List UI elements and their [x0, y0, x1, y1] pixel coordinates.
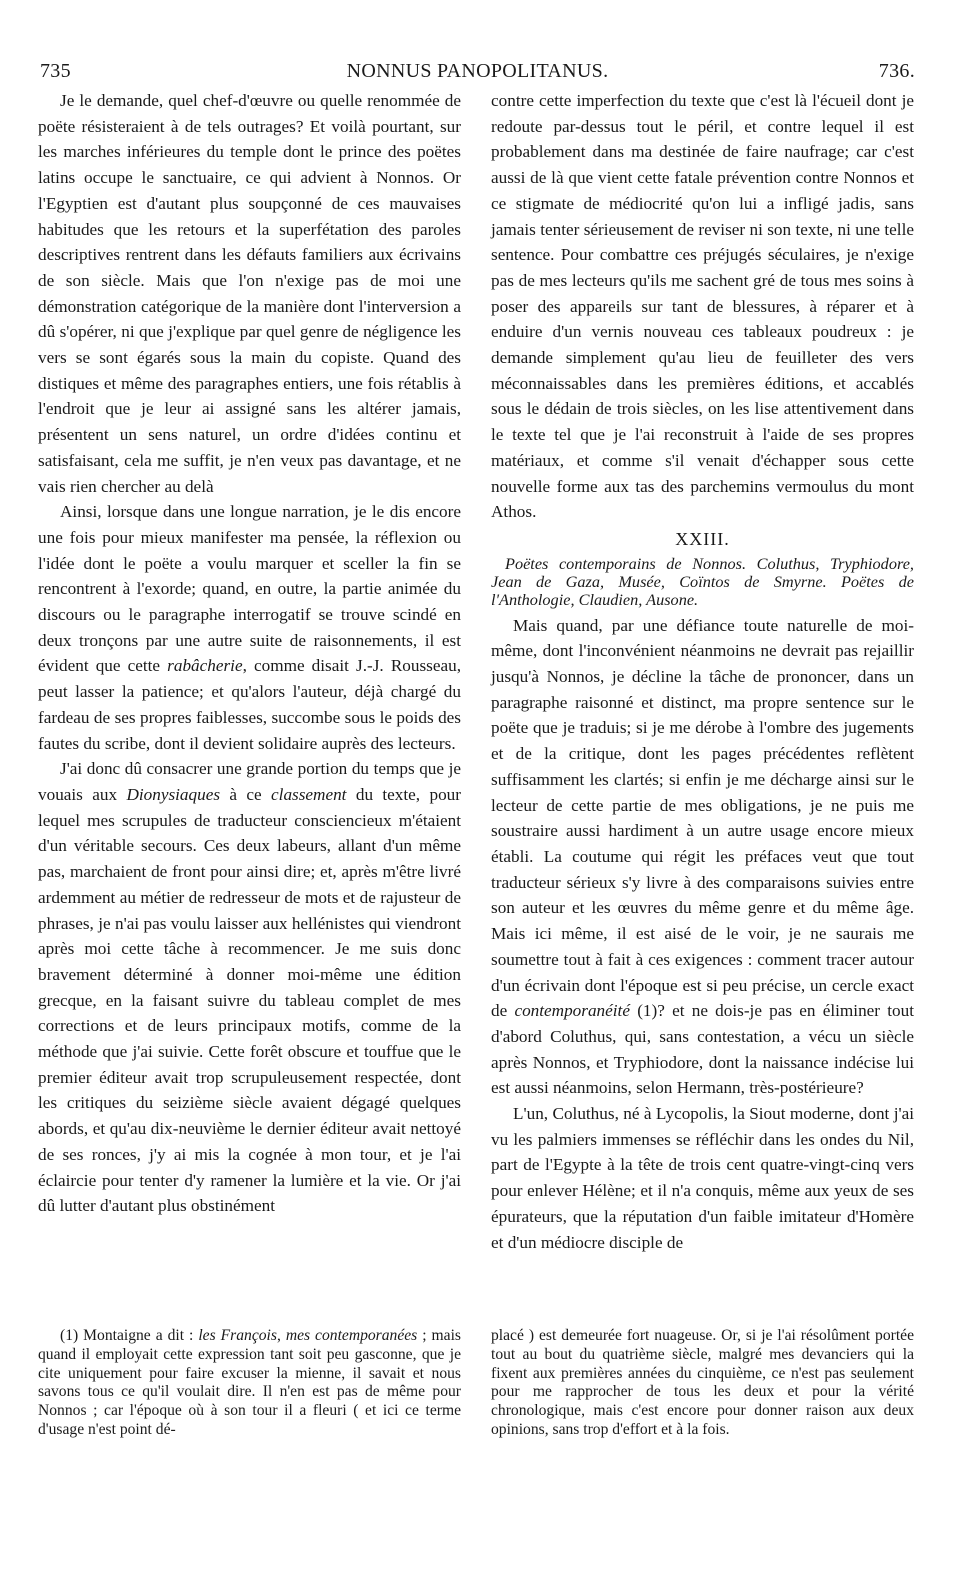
footnote-right [491, 1327, 914, 1440]
paragraph: Mais quand, par une défiance toute naturelle de moi-même, dont l'inconvénient néanmoins ne devrait pas rejaillir jusqu'à Nonnos, je décline la tâche de prononcer, dans un paragraphe raisonné et distinct, ma propre sentence sur le poëte que je traduis; si je me dérobe à l'ombre des jugements et de la critique, dont les pages précédentes reflètent suffisamment les clartés; si enfin je me décharge ainsi sur le lecteur de cette partie de mes obligations, je ne puis me soustraire aussi hardiment à un autre usage encore mieux établi. La coutume qui régit les préfaces veut que tout traducteur sérieux s'y livre à des comparaisons suivies entre son auteur et les œuvres du même genre et du même âge. Mais ici même, il est aisé de le voir, je ne saurais me soumettre tout à fait à ces exigences : comment tracer autour d'un écrivain dont l'époque est si peu précise, un cercle exact de contemporanéité (1)? et ne dois-je pas en éliminer tout d'abord Coluthus, qui, sans contestation, a vécu un siècle après Nonnos, et Tryphiodore, dont la naissance indécise lui est aussi néanmoins, selon Hermann, très-postérieure? [491, 615, 914, 1098]
emphasis: rabâcherie [167, 656, 243, 676]
paragraph: Je le demande, quel chef-d'œuvre ou quelle renommée de poëte résisteraient à de tels outrages? Et voilà pourtant, sur les marches inférieures du temple dont le prince des poëtes latins occupe le sanctuaire, ce qui advient à Nonnos. Or l'Egyptien est d'autant plus soupçonné de ces mauvaises habitudes que les retours et la superfétation des paroles descriptives rentrent dans les défauts familiers aux écrivains de son siècle. Mais que l'on n'exige pas de moi une démonstration catégorique de la manière dont l'interversion a dû s'opérer, ni que j'explique par quel genre de négligence les vers se sont égarés sous la main du copiste. Quand des distiques et même des paragraphes entiers, une fois rétablis à l'endroit que je leur ai assigné sans les altérer jamais, présentent un sens naturel, un ordre d'idées continu et satisfaisant, cela me suffit, je n'en veux pas davantage, et ne vais rien chercher au delà [38, 91, 461, 496]
page-header [40, 60, 915, 90]
emphasis: les François [198, 1327, 277, 1344]
left-column [38, 88, 461, 1219]
page-number-right: 736. [878, 60, 915, 82]
running-title: NONNUS PANOPOLITANUS. [346, 60, 609, 82]
paragraph: contre cette imperfection du texte que c'est là l'écueil dont je redoute par-dessus tout le péril, et contre lequel il est probablement dans ma destinée de faire naufrage; car c'est aussi de là que vient cette fatale prévention contre Nonnos et ce stigmate de médiocrité qu'on lui a infligé jadis, sans jamais tenter sérieusement de reviser ni son texte, ni une telle sentence. Pour combattre ces préjugés séculaires, je n'exige pas de mes lecteurs qu'ils me sachent gré de tous mes soins à poser des appareils sur tant de blessures, à réparer et à enduire d'un vernis nouveau ces tableaux poudreux : je demande simplement qu'au lieu de feuilleter des vers méconnaissables dans les premières éditions, et accablés sous le dédain de trois siècles, on les lise attentivement dans le texte tel que je l'ai reconstruit à l'aide de ses propres matériaux, et comme s'il venait d'échapper sous cette nouvelle forme aux tas des parchemins vermoulus du mont Athos. [491, 91, 914, 522]
emphasis: classement [271, 784, 347, 804]
page-number-left: 735 [40, 60, 71, 82]
paragraph: Ainsi, lorsque dans une longue narration, je le dis encore une fois pour mieux manifester ma pensée, la réflexion ou l'idée dont le poëte a voulu marquer et sceller la fin se rencontrent à l'exorde; quand, en outre, la partie animée du discours ou le paragraphe interrogatif se trouve scindé en deux tronçons par une autre suite de raisonnements, il est évident que cette rabâcherie, comme disait J.-J. Rousseau, peut lasser la patience; et qu'alors l'auteur, déjà chargé du fardeau de ses propres faiblesses, succombe sous le poids des fautes du scribe, dont il devient solidaire auprès des lecteurs. [38, 502, 461, 753]
footnote-text: placé ) est demeurée fort nuageuse. Or, si je l'ai résolûment portée tout au bout du quatrième siècle, malgré mes devanciers qui la fixent aux premières années du cinquième, ce n'est pas seulement pour me rapprocher de tous les deux et pour la vérité chronologique, mais c'est encore pour donner raison aux deux opinions, sans trop d'effort et à la fois. [491, 1327, 914, 1438]
emphasis: contemporanéité [514, 1001, 630, 1021]
section-title: Poëtes contemporains de Nonnos. Coluthus, Tryphiodore, Jean de Gaza, Musée, Coïntos de Smyrne. Poëtes de l'Anthologie, Claudien, Ausone. [491, 553, 914, 609]
emphasis: Dionysiaques [126, 784, 221, 804]
paragraph: J'ai donc dû consacrer une grande portion du temps que je vouais aux Dionysiaques à ce classement du texte, pour lequel mes scrupules de traducteur consciencieux m'étaient d'un véritable secours. Ces deux labeurs, allant d'un même pas, marchaient de front pour ainsi dire; et, après m'être livré ardemment au métier de redresseur de mots et de rajusteur de phrases, je n'ai pas voulu laisser aux hellénistes qui viendront après moi cette tâche à recommencer. Je me suis donc bravement déterminé à donner moi-même une édition grecque, en la faisant suivre du tableau complet de mes corrections et de leurs principaux motifs, comme de la méthode que j'ai suivie. Cette forêt obscure et touffue que le premier éditeur avait trop scrupuleusement respectée, dont les critiques du seizième siècle avaient dégagé quelques abords, et qu'au dix-neuvième le dernier éditeur avait nettoyé de ses ronces, j'y ai mis la cognée à mon tour, et je l'ai éclaircie pour tenter d'y ramener la lumière et la vie. Or j'ai dû lutter d'autant plus obstinément [38, 759, 461, 1216]
emphasis: mes contemporanées [285, 1327, 418, 1344]
footnote-left [38, 1327, 461, 1440]
footnote-text: (1) Montaigne a dit : les François, mes contemporanées ; mais quand il employait cette expression tant soit peu gasconne, que je cite uniquement pour faire excuser la mienne, il savait et nous savons tous ce qu'il voulait dire. Il n'en est pas de même pour Nonnos ; car l'époque où à son tour il a fleuri ( et ici ce terme d'usage n'est point dé- [38, 1327, 461, 1438]
section-number: XXIII. [675, 528, 730, 549]
paragraph: L'un, Coluthus, né à Lycopolis, la Siout moderne, dont j'ai vu les palmiers immenses se réfléchir dans les ondes du Nil, part de l'Egypte à la tête de trois cent quatre-vingt-cinq vers pour enlever Hélène; et il n'a conquis, même aux yeux de ses épurateurs, que la réputation d'un faible imitateur d'Homère et d'un médiocre disciple de [491, 1104, 914, 1252]
right-column [491, 88, 914, 1255]
